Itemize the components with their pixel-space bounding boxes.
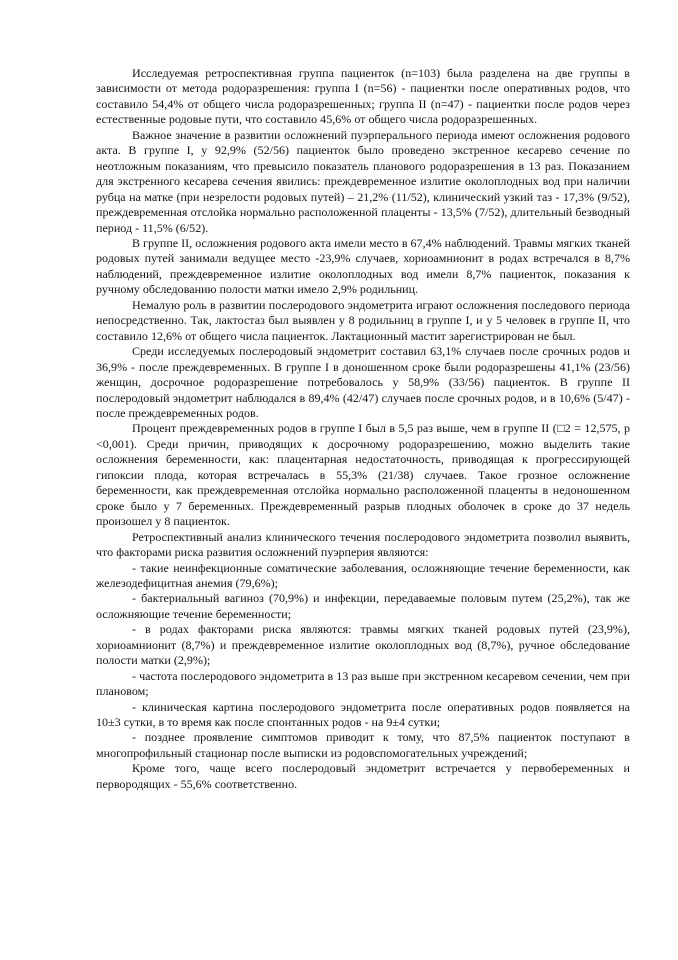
document-page (96, 66, 630, 792)
list-item-clinical-onset: - клиническая картина послеродового эндометрита после оперативных родов появляется на 10±3 сутки, в то время как после спонтанных родов - на 9±4 сутки; (96, 699, 630, 730)
list-item-anemia: - такие неинфекционные соматические заболевания, осложняющие течение беременности, как железодефицитная анемия (79,6%); (96, 560, 630, 590)
list-item-birth-risk-factors: - в родах факторами риска являются: травмы мягких тканей родовых путей (23,9%), хориоамнионит (8,7%) и преждевременное излитие околоплодных вод (8,7%), ручное обследование полости матки (2,9%); (96, 622, 630, 668)
paragraph-postpartum-complications: Немалую роль в развитии послеродового эндометрита играют осложнения последового периода непосредственно. Так, лактостаз был выявлен у 8 родильниц в группе I, и у 5 человек в группе II, что составило 12,6% от общего числа пациенток. Лактационный мастит зарегистрирован не был. (96, 297, 630, 343)
paragraph-endometritis-frequency: Среди исследуемых послеродовый эндометрит составил 63,1% случаев после срочных родов и 36,9% - после преждевременных. В группе I в доношенном сроке были родоразрешены 41,1% (23/56) женщин, досрочное родоразрешение потребовалось у 58,9% (33/56) пациенток. В группе II послеродовый эндометрит наблюдался в 89,4% (42/47) случаев после срочных родов, и в 10,6% (5/47) - после преждевременных родов. (96, 344, 630, 420)
paragraph-study-groups: Исследуемая ретроспективная группа пациенток (n=103) была разделена на две группы в зависимости от метода родоразрешения: группа I (n=56) - пациентки после оперативных родов, что составило 54,4% от общего числа родоразрешенных; группа II (n=47) - пациентки после родов через естественные родовые пути, что составило 45,6% от общего числа родоразрешенных. (96, 66, 630, 127)
list-item-infections: - бактериальный вагиноз (70,9%) и инфекции, передаваемые половым путем (25,2%), так же осложняющие течение беременности; (96, 591, 630, 621)
list-item-cesarean-frequency: - частота послеродового эндометрита в 13 раз выше при экстренном кесаревом сечении, чем при плановом; (96, 668, 630, 699)
paragraph-risk-factors-intro: Ретроспективный анализ клинического течения послеродового эндометрита позволил выявить, что факторами риска развития осложнений пуэрперия являются: (96, 529, 630, 560)
list-item-late-symptoms: - позднее проявление симптомов приводит к тому, что 87,5% пациенток поступают в многопрофильный стационар после выписки из родовспомогательных учреждений; (96, 730, 630, 760)
paragraph-birth-complications-group-1: Важное значение в развитии осложнений пуэрперального периода имеют осложнения родового акта. В группе I, у 92,9% (52/56) пациенток было проведено экстренное кесарево сечение по неотложным показаниям, что превысило показатель планового родоразрешения в 13 раз. Показанием для экстренного кесарева сечения явились: преждевременное излитие околоплодных вод при наличии рубца на матке (при незрелости родовых путей) – 21,2% (11/52), клинический узкий таз - 17,3% (9/52), преждевременная отслойка нормально расположенной плаценты - 13,5% (7/52), длительный безводный период - 11,5% (6/52). (96, 127, 630, 235)
paragraph-preterm-birth: Процент преждевременных родов в группе I был в 5,5 раз выше, чем в группе II (□2 = 12,575, p <0,001). Среди причин, приводящих к досрочному родоразрешению, можно выделить такие осложнения беременности, как: плацентарная недостаточность, приводящая к прогрессирующей гипоксии плода, которая встречалась в 55,3% (21/38) случаев. Такое грозное осложнение беременности, как преждевременная отслойка нормально расположенной плаценты в недоношенном сроке было у 7 беременных. Преждевременный разрыв плодных оболочек в сроке до 37 недель произошел у 8 пациенток. (96, 421, 630, 529)
paragraph-birth-complications-group-2: В группе II, осложнения родового акта имели место в 67,4% наблюдений. Травмы мягких тканей родовых путей занимали ведущее место -23,9% случаев, хориоамнионит в родах встречался в 8,7% наблюдений, преждевременное излитие околоплодных вод имели 8,7% пациенток, показания к ручному обследованию полости матки имело 2,9% родильниц. (96, 235, 630, 297)
paragraph-primigravidas: Кроме того, чаще всего послеродовый эндометрит встречается у первобеременных и первородящих - 55,6% соответственно. (96, 761, 630, 791)
